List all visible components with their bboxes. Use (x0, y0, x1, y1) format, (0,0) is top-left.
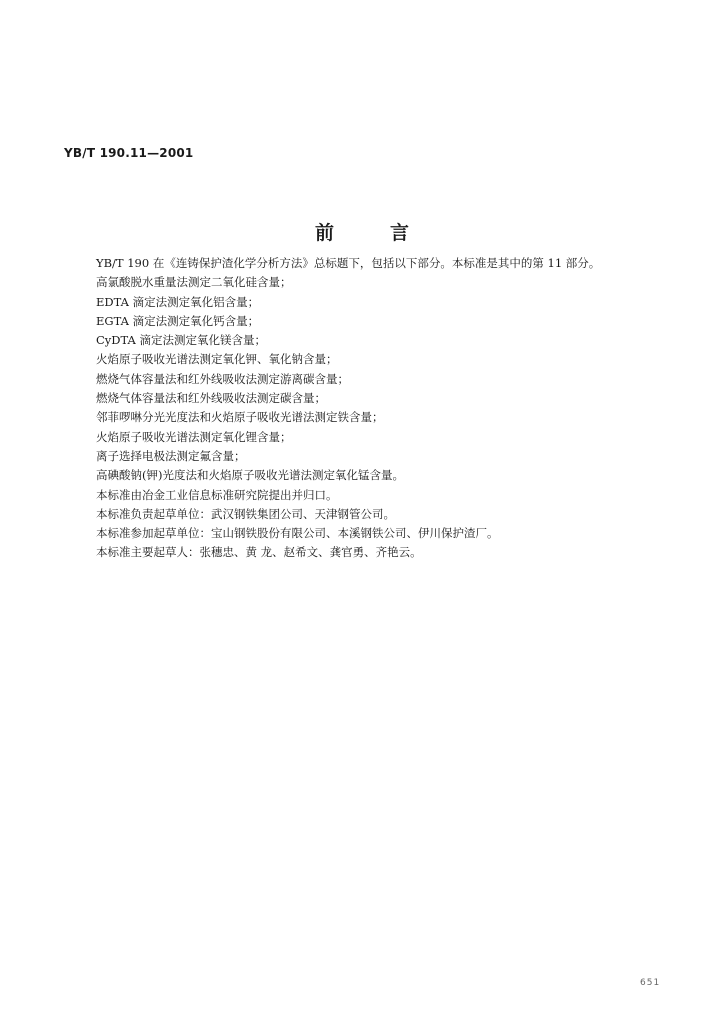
text-line: EDTA 滴定法测定氧化铝含量； (96, 294, 260, 309)
text-line: 本标准负责起草单位：武汉钢铁集团公司、天津钢管公司。 (96, 506, 395, 521)
text-line: 离子选择电极法测定氟含量； (96, 448, 246, 463)
text-line: 高碘酸钠(钾)光度法和火焰原子吸收光谱法测定氧化锰含量。 (96, 468, 404, 483)
text-line: YB/T 190 在《连铸保护渣化学分析方法》总标题下，包括以下部分。本标准是其中的第 11 部分。 (96, 256, 601, 270)
text-line: 燃烧气体容量法和红外线吸收法测定游离碳含量； (96, 371, 349, 386)
page-number: 651 (640, 978, 661, 988)
foreword-body (96, 254, 656, 563)
text-line: EGTA 滴定法测定氧化钙含量； (96, 313, 260, 328)
text-line: 本标准由冶金工业信息标准研究院提出并归口。 (96, 487, 338, 502)
text-line: 本标准主要起草人：张穗忠、黄 龙、赵希文、龚官勇、齐艳云。 (96, 545, 422, 560)
text-line: 邻菲啰啉分光光度法和火焰原子吸收光谱法测定铁含量； (96, 410, 384, 425)
text-line: 燃烧气体容量法和红外线吸收法测定碳含量； (96, 391, 326, 406)
standard-code: YB/T 190.11—2001 (64, 146, 194, 160)
text-line: CyDTA 滴定法测定氧化镁含量； (96, 333, 267, 348)
text-line: 高氯酸脱水重量法测定二氧化硅含量； (96, 275, 292, 290)
text-line: 本标准参加起草单位：宝山钢铁股份有限公司、本溪钢铁公司、伊川保护渣厂。 (96, 526, 499, 541)
text-line: 火焰原子吸收光谱法测定氧化钾、氧化钠含量； (96, 352, 338, 367)
page-title: 前言 (314, 222, 465, 244)
text-line: 火焰原子吸收光谱法测定氧化锂含量； (96, 429, 292, 444)
